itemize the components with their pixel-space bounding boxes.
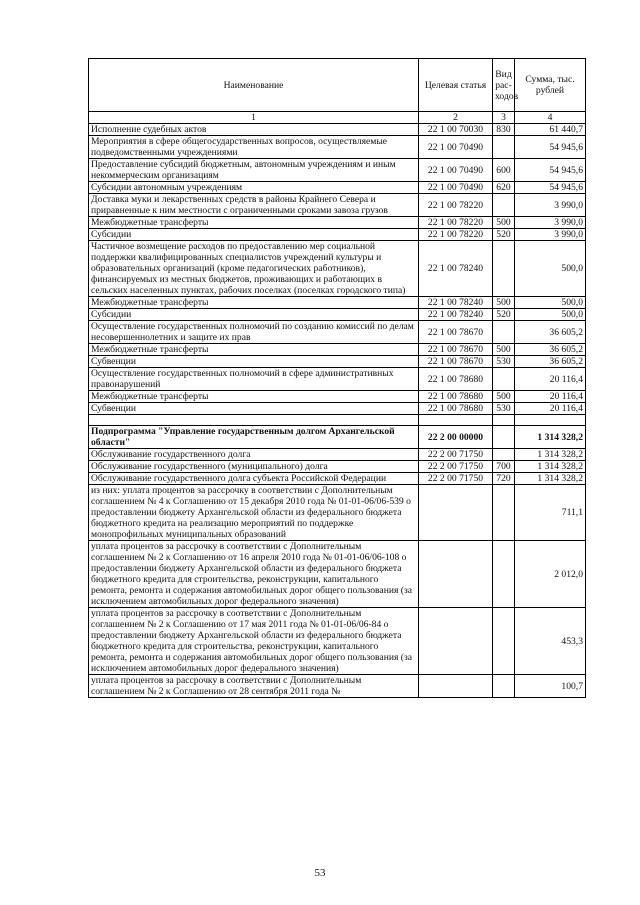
table-row	[89, 485, 586, 541]
table-body	[89, 124, 586, 698]
empty-cell	[89, 415, 419, 426]
target-article-cell	[419, 541, 493, 608]
table-row	[89, 297, 586, 309]
name-cell: уплата процентов за рассрочку в соответствии с Дополнительным соглашением № 2 к Соглашению от 16 апреля 2010 года № 01-01-06/06-108 о предоставлении бюджету Архангельской области из федерального бюджета бюджетного кредита для строительства, реконструкции, капитального ремонта, ремонта и содержания автомобильных дорог общего пользования (за исключением автомобильных дорог федерального значения)	[89, 541, 419, 608]
table-row	[89, 241, 586, 297]
page-number: 53	[314, 867, 326, 879]
expense-type-cell	[493, 485, 515, 541]
column-number-row	[89, 112, 586, 124]
name-cell: Межбюджетные трансферты	[89, 297, 419, 309]
expense-type-cell	[493, 368, 515, 391]
table-row	[89, 229, 586, 241]
name-cell: уплата процентов за рассрочку в соответствии с Дополнительным соглашением № 2 к Соглашению от 17 мая 2011 года № 01-01-06/06-84 о предоставлении бюджету Архангельской области из федерального бюджета бюджетного кредита для строительства, реконструкции, капитального ремонта, ремонта и содержания автомобильных дорог общего пользования (за исключением автомобильных дорог федерального значения)	[89, 608, 419, 675]
sum-cell: 61 440,7	[515, 124, 586, 136]
empty-cell	[493, 415, 515, 426]
name-cell: Субвенции	[89, 356, 419, 368]
sum-cell: 3 990,0	[515, 229, 586, 241]
sum-cell: 36 605,2	[515, 344, 586, 356]
table-row	[89, 461, 586, 473]
expense-type-cell	[493, 136, 515, 159]
target-article-cell: 22 1 00 70490	[419, 136, 493, 159]
empty-cell	[515, 415, 586, 426]
table-row	[89, 159, 586, 182]
name-cell: Обслуживание государственного долга субъекта Российской Федерации	[89, 473, 419, 485]
table-row	[89, 344, 586, 356]
expense-type-cell	[493, 449, 515, 461]
expense-type-cell: 830	[493, 124, 515, 136]
sum-cell: 100,7	[515, 675, 586, 698]
sum-cell: 36 605,2	[515, 356, 586, 368]
table-row	[89, 473, 586, 485]
target-article-cell	[419, 485, 493, 541]
header-type: Вид рас-ходов	[493, 59, 515, 112]
sum-cell: 54 945,6	[515, 159, 586, 182]
table-row	[89, 124, 586, 136]
name-cell: Субсидии	[89, 309, 419, 321]
table-row	[89, 541, 586, 608]
expense-type-cell: 500	[493, 344, 515, 356]
header-name: Наименование	[89, 59, 419, 112]
sum-cell: 54 945,6	[515, 136, 586, 159]
name-cell: Исполнение судебных актов	[89, 124, 419, 136]
budget-table	[88, 58, 586, 698]
sum-cell: 3 990,0	[515, 194, 586, 217]
table-row	[89, 194, 586, 217]
sum-cell: 500,0	[515, 297, 586, 309]
target-article-cell: 22 1 00 78240	[419, 309, 493, 321]
sum-cell: 453,3	[515, 608, 586, 675]
table-row	[89, 403, 586, 415]
name-cell: из них: уплата процентов за рассрочку в соответствии с Дополнительным соглашением № 4 к Соглашению от 15 декабря 2010 года № 01-01-06/06-539 о предоставлении бюджету Архангельской области из федерального бюджета бюджетного кредита на реализацию мероприятий по поддержке монопрофильных муниципальных образований	[89, 485, 419, 541]
target-article-cell: 22 1 00 78680	[419, 403, 493, 415]
expense-type-cell	[493, 541, 515, 608]
expense-type-cell: 620	[493, 182, 515, 194]
sum-cell: 711,1	[515, 485, 586, 541]
target-article-cell: 22 1 00 70490	[419, 159, 493, 182]
target-article-cell: 22 1 00 78670	[419, 344, 493, 356]
target-article-cell: 22 2 00 00000	[419, 426, 493, 449]
table-header-row	[89, 59, 586, 112]
name-cell: Субсидии	[89, 229, 419, 241]
sum-cell: 20 116,4	[515, 391, 586, 403]
name-cell: Межбюджетные трансферты	[89, 217, 419, 229]
column-number: 3	[493, 112, 515, 124]
expense-type-cell	[493, 194, 515, 217]
table-row	[89, 321, 586, 344]
expense-type-cell: 520	[493, 309, 515, 321]
name-cell: Частичное возмещение расходов по предоставлению мер социальной поддержки квалифицированных специалистов учреждений культуры и образовательных организаций (кроме педагогических работников), финансируемых из местных бюджетов, проживающих и работающих в сельских населенных пунктах, рабочих поселках (поселках городского типа)	[89, 241, 419, 297]
name-cell: Субсидии автономным учреждениям	[89, 182, 419, 194]
target-article-cell: 22 1 00 78680	[419, 391, 493, 403]
name-cell: Межбюджетные трансферты	[89, 391, 419, 403]
target-article-cell: 22 2 00 71750	[419, 461, 493, 473]
sum-cell: 20 116,4	[515, 368, 586, 391]
name-cell: Подпрограмма "Управление государственным долгом Архангельской области"	[89, 426, 419, 449]
expense-type-cell: 530	[493, 356, 515, 368]
expense-type-cell: 700	[493, 461, 515, 473]
name-cell: Субвенции	[89, 403, 419, 415]
name-cell: Предоставление субсидий бюджетным, автономным учреждениям и иным некоммерческим организациям	[89, 159, 419, 182]
target-article-cell: 22 2 00 71750	[419, 473, 493, 485]
name-cell: Межбюджетные трансферты	[89, 344, 419, 356]
header-code: Целевая статья	[419, 59, 493, 112]
target-article-cell: 22 1 00 78220	[419, 194, 493, 217]
expense-type-cell	[493, 675, 515, 698]
table-row	[89, 217, 586, 229]
table-row	[89, 675, 586, 698]
name-cell: Доставка муки и лекарственных средств в районы Крайнего Севера и приравненные к ним местности с ограниченными сроками завоза грузов	[89, 194, 419, 217]
table-row	[89, 136, 586, 159]
expense-type-cell: 500	[493, 297, 515, 309]
sum-cell: 1 314 328,2	[515, 461, 586, 473]
sum-cell: 1 314 328,2	[515, 473, 586, 485]
target-article-cell	[419, 608, 493, 675]
table-row	[89, 356, 586, 368]
expense-type-cell: 500	[493, 217, 515, 229]
table-row	[89, 182, 586, 194]
sum-cell: 500,0	[515, 309, 586, 321]
expense-type-cell: 520	[493, 229, 515, 241]
name-cell: Обслуживание государственного долга	[89, 449, 419, 461]
target-article-cell: 22 1 00 70490	[419, 182, 493, 194]
table-row	[89, 309, 586, 321]
target-article-cell: 22 1 00 78220	[419, 217, 493, 229]
table-row	[89, 449, 586, 461]
sum-cell: 1 314 328,2	[515, 449, 586, 461]
target-article-cell: 22 1 00 78240	[419, 297, 493, 309]
expense-type-cell	[493, 321, 515, 344]
column-number: 4	[515, 112, 586, 124]
sum-cell: 3 990,0	[515, 217, 586, 229]
target-article-cell	[419, 675, 493, 698]
expense-type-cell: 600	[493, 159, 515, 182]
target-article-cell: 22 1 00 78680	[419, 368, 493, 391]
name-cell: уплата процентов за рассрочку в соответствии с Дополнительным соглашением № 2 к Соглашению от 28 сентября 2011 года №	[89, 675, 419, 698]
expense-type-cell: 530	[493, 403, 515, 415]
table-row	[89, 368, 586, 391]
target-article-cell: 22 2 00 71750	[419, 449, 493, 461]
empty-cell	[419, 415, 493, 426]
target-article-cell: 22 1 00 78670	[419, 356, 493, 368]
header-sum: Сумма, тыс. рублей	[515, 59, 586, 112]
sum-cell: 2 012,0	[515, 541, 586, 608]
sum-cell: 54 945,6	[515, 182, 586, 194]
column-number: 1	[89, 112, 419, 124]
target-article-cell: 22 1 00 78670	[419, 321, 493, 344]
table-row	[89, 391, 586, 403]
target-article-cell: 22 1 00 78220	[419, 229, 493, 241]
expense-type-cell	[493, 426, 515, 449]
name-cell: Мероприятия в сфере общегосударственных вопросов, осуществляемые подведомственными учреждениями	[89, 136, 419, 159]
name-cell: Осуществление государственных полномочий в сфере административных правонарушений	[89, 368, 419, 391]
expense-type-cell	[493, 608, 515, 675]
name-cell: Обслуживание государственного (муниципального) долга	[89, 461, 419, 473]
target-article-cell: 22 1 00 70030	[419, 124, 493, 136]
table-row	[89, 415, 586, 426]
name-cell: Осуществление государственных полномочий по созданию комиссий по делам несовершеннолетних и защите их прав	[89, 321, 419, 344]
table-row	[89, 608, 586, 675]
expense-type-cell: 500	[493, 391, 515, 403]
sum-cell: 36 605,2	[515, 321, 586, 344]
sum-cell: 500,0	[515, 241, 586, 297]
target-article-cell: 22 1 00 78240	[419, 241, 493, 297]
sum-cell: 20 116,4	[515, 403, 586, 415]
column-number: 2	[419, 112, 493, 124]
sum-cell: 1 314 328,2	[515, 426, 586, 449]
expense-type-cell: 720	[493, 473, 515, 485]
expense-type-cell	[493, 241, 515, 297]
table-row	[89, 426, 586, 449]
